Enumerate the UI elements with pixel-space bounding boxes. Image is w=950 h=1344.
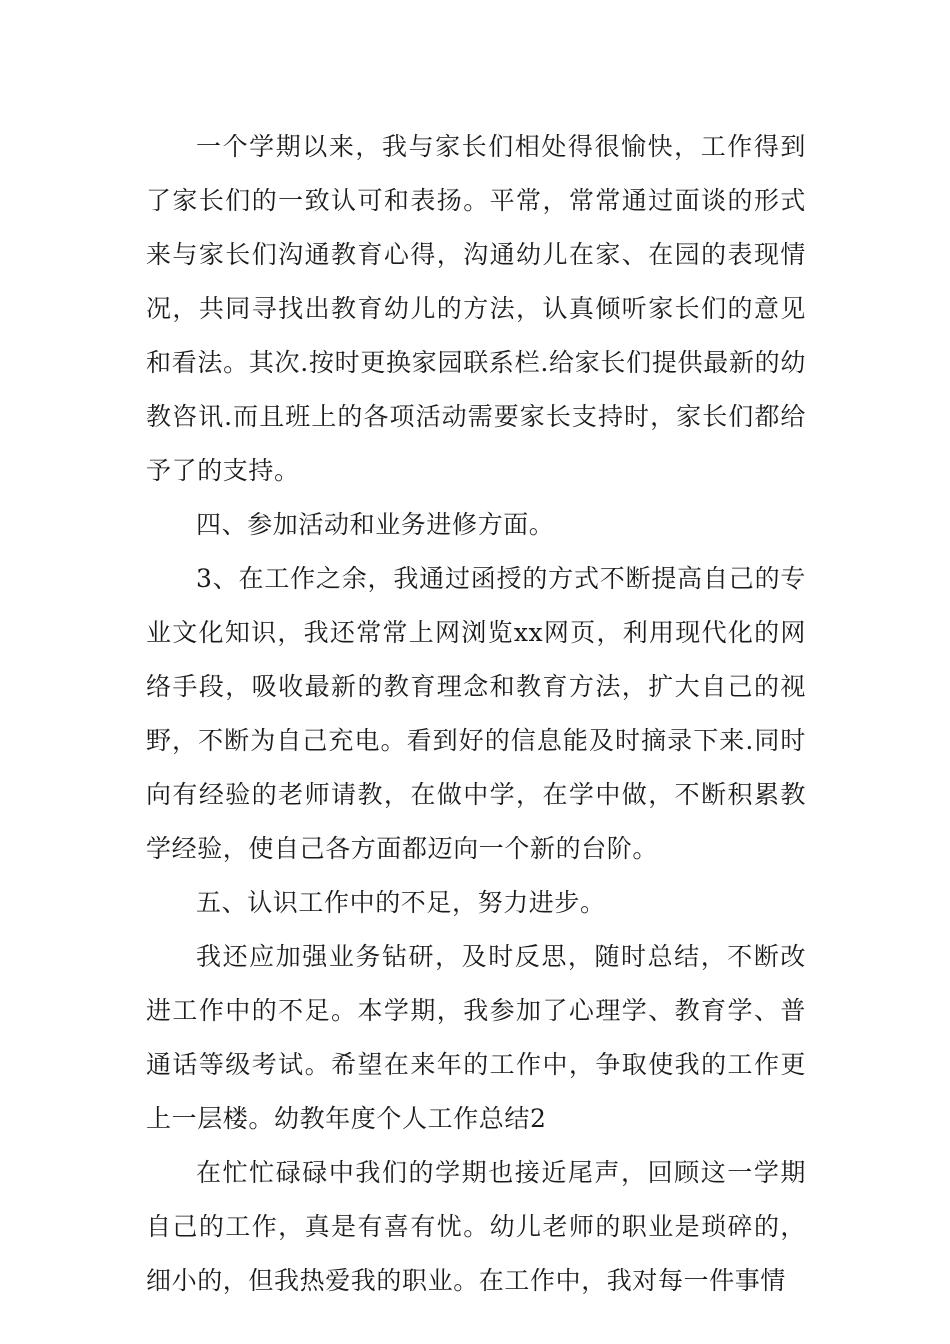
section-heading-shortcomings: 五、认识工作中的不足，努力进步。 — [196, 888, 606, 917]
document-page — [146, 120, 806, 1308]
paragraph-self-study: 3、在工作之余，我通过函授的方式不断提高自己的专业文化知识，我还常常上网浏览xx网页，利用现代化的网络手段，吸收最新的教育理念和教育方法，扩大自己的视野，不断为自己充电。看到好的信息能及时摘录下来.同时向有经验的老师请教，在做中学，在学中做，不断积累教学经验，使自己各方面都迈向一个新的台阶。 — [146, 564, 806, 863]
paragraph-improvement: 我还应加强业务钻研，及时反思，随时总结，不断改进工作中的不足。本学期，我参加了心理学、教育学、普通话等级考试。希望在来年的工作中，争取使我的工作更上一层楼。幼教年度个人工作总结2 — [146, 942, 806, 1133]
paragraph-semester-review: 在忙忙碌碌中我们的学期也接近尾声，回顾这一学期自己的工作，真是有喜有忧。幼儿老师的职业是琐碎的，细小的，但我热爱我的职业。在工作中，我对每一件事情 — [146, 1158, 806, 1295]
section-heading-activities: 四、参加活动和业务进修方面。 — [196, 510, 555, 539]
paragraph-parent-communication: 一个学期以来，我与家长们相处得很愉快，工作得到了家长们的一致认可和表扬。平常，常常通过面谈的形式来与家长们沟通教育心得，沟通幼儿在家、在园的表现情况，共同寻找出教育幼儿的方法，认真倾听家长们的意见和看法。其次.按时更换家园联系栏.给家长们提供最新的幼教咨讯.而且班上的各项活动需要家长支持时，家长们都给予了的支持。 — [146, 132, 806, 485]
